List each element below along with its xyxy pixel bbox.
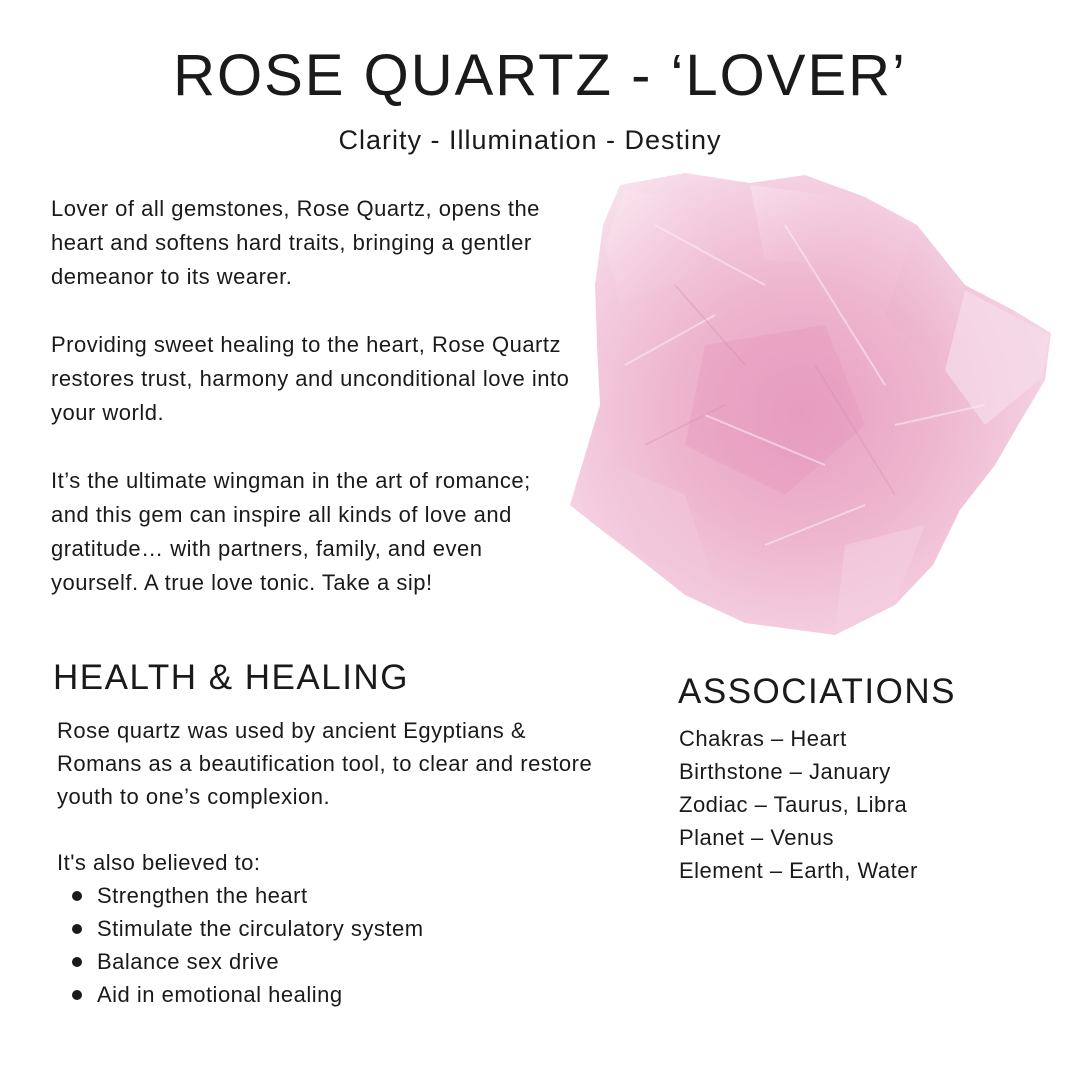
benefits-list [57, 879, 597, 1011]
health-healing-heading: HEALTH & HEALING [53, 658, 409, 697]
associations-list [679, 722, 918, 887]
benefit-text: Stimulate the circulatory system [97, 916, 424, 941]
intro-paragraph-2: Providing sweet healing to the heart, Rose Quartz restores trust, harmony and unconditional love into your world. [51, 332, 570, 425]
association-birthstone: Birthstone – January [679, 759, 891, 784]
list-item [57, 912, 597, 945]
intro-paragraph-1: Lover of all gemstones, Rose Quartz, opens the heart and softens hard traits, bringing a gentler demeanor to its wearer. [51, 196, 540, 289]
bullet-icon [72, 990, 82, 1000]
association-zodiac: Zodiac – Taurus, Libra [679, 792, 908, 817]
benefits-lead: It's also believed to: [57, 850, 261, 875]
benefit-text: Balance sex drive [97, 949, 280, 974]
intro-paragraph-3: It’s the ultimate wingman in the art of romance; and this gem can inspire all kinds of love and gratitude… with partners, family, and even yourself. A true love tonic. Take a sip! [51, 468, 531, 595]
page-title: ROSE QUARTZ - ‘LOVER’ [173, 43, 907, 108]
benefit-text: Strengthen the heart [97, 883, 308, 908]
health-paragraph: Rose quartz was used by ancient Egyptians & Romans as a beautification tool, to clear and restore youth to one’s complexion. [57, 718, 593, 809]
health-healing-section [57, 714, 597, 1011]
association-element: Element – Earth, Water [679, 858, 918, 883]
association-chakras: Chakras – Heart [679, 726, 847, 751]
associations-heading: ASSOCIATIONS [678, 672, 956, 711]
bullet-icon [72, 924, 82, 934]
bullet-icon [72, 957, 82, 967]
list-item [57, 978, 597, 1011]
intro-section [51, 192, 571, 634]
page-subtitle: Clarity - Illumination - Destiny [338, 125, 722, 155]
list-item [57, 879, 597, 912]
association-planet: Planet – Venus [679, 825, 835, 850]
list-item [57, 945, 597, 978]
benefit-text: Aid in emotional healing [97, 982, 343, 1007]
bullet-icon [72, 891, 82, 901]
rose-quartz-crystal-image [565, 165, 1055, 640]
